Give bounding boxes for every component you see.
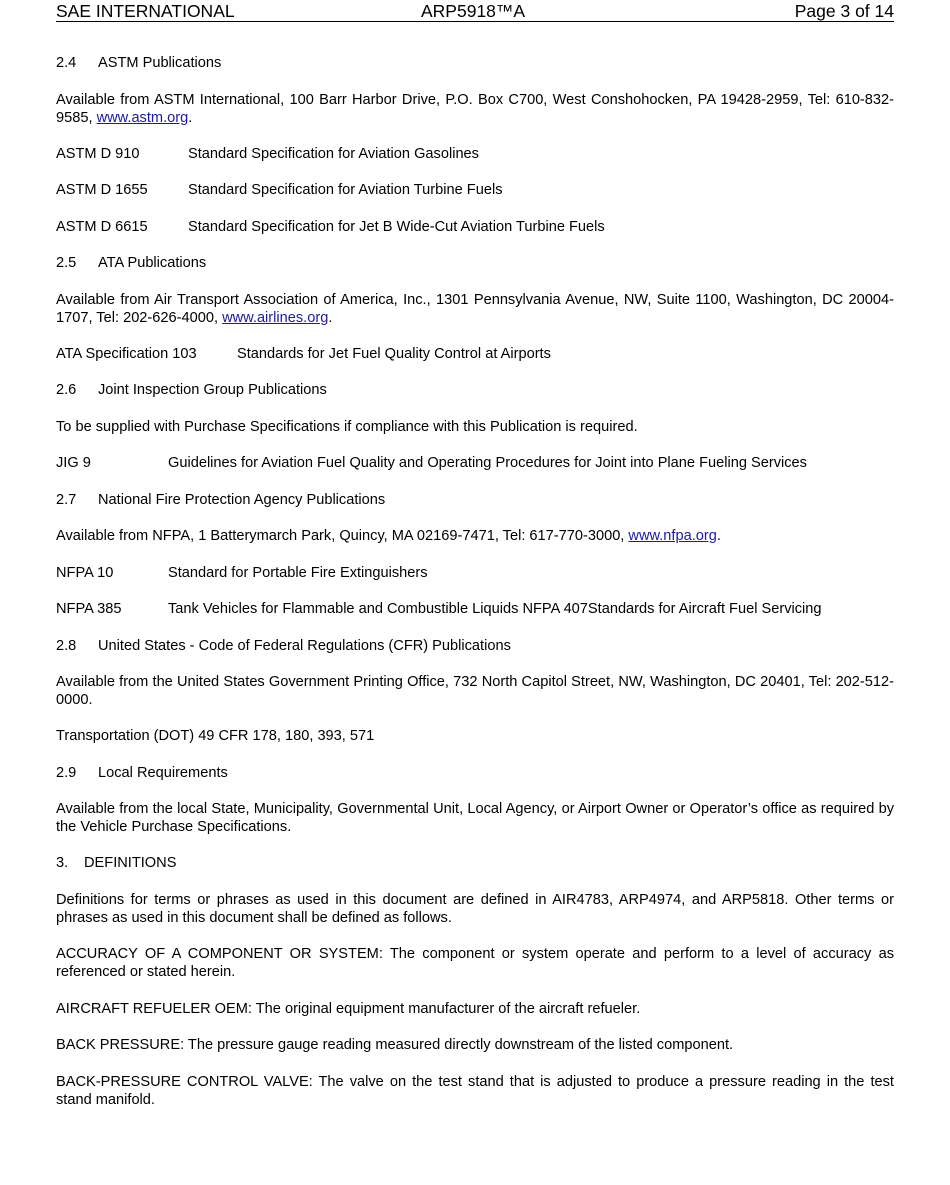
nfpa-availability: Available from NFPA, 1 Batterymarch Park, Quincy, MA 02169-7471, Tel: 617-770-3000, www.nfpa.org. [56, 528, 721, 544]
availability-text: Available from the local State, Municipality, Governmental Unit, Local Agency, or Airport Owner or Operator’s office as required by the Vehicle Purchase Specifications. [56, 801, 894, 835]
header-page-number: Page 3 of 14 [794, 1, 894, 21]
reference-row [56, 218, 894, 236]
reference-code: NFPA 10 [56, 565, 114, 581]
header-org: SAE INTERNATIONAL [56, 1, 235, 21]
reference-title: Guidelines for Aviation Fuel Quality and Operating Procedures for Joint into Plane Fueling Services [168, 455, 807, 471]
reference-row [56, 454, 894, 472]
section-title: United States - Code of Federal Regulations (CFR) Publications [98, 638, 511, 654]
section-heading-2-6 [56, 381, 894, 399]
reference-title: Standard for Portable Fire Extinguishers [168, 565, 428, 581]
availability-text: Available from NFPA, 1 Batterymarch Park, Quincy, MA 02169-7471, Tel: 617-770-3000, [56, 528, 629, 544]
section-title: ASTM Publications [98, 55, 222, 71]
availability-text: Available from Air Transport Association of America, Inc., 1301 Pennsylvania Avenue, NW, Suite 1100, Washington, DC 20004-1707, Tel: 202-626-4000, [56, 292, 894, 326]
reference-code: ASTM D 910 [56, 146, 140, 162]
reference-code: NFPA 385 [56, 601, 122, 617]
definition-item [56, 1000, 894, 1018]
definition-item [56, 945, 894, 981]
section-number: 3. [56, 855, 69, 871]
section-heading-2-8 [56, 637, 894, 655]
note-text: To be supplied with Purchase Specifications if compliance with this Publication is required. [56, 419, 638, 435]
reference-title: Standard Specification for Aviation Turbine Fuels [188, 182, 503, 198]
reference-row [56, 564, 894, 582]
section-title: DEFINITIONS [84, 855, 177, 871]
cfr-reference [56, 727, 894, 745]
airlines-link[interactable]: www.airlines.org [222, 310, 329, 326]
section-heading-3 [56, 854, 894, 872]
reference-title: Standards for Jet Fuel Quality Control at Airports [237, 346, 551, 362]
header-doc-id: ARP5918™A [421, 1, 526, 21]
section-number: 2.9 [56, 765, 77, 781]
local-availability [56, 800, 894, 836]
page-header [56, 2, 894, 22]
reference-code: ASTM D 6615 [56, 219, 148, 235]
section-heading-2-5 [56, 254, 894, 272]
section-number: 2.8 [56, 638, 77, 654]
section-heading-2-9 [56, 764, 894, 782]
definitions-intro [56, 891, 894, 927]
section-number: 2.4 [56, 55, 77, 71]
ata-availability: Available from Air Transport Association of America, Inc., 1301 Pennsylvania Avenue, NW, Suite 1100, Washington, DC 20004-1707, Tel: 202-626-4000, www.airlines.org. [56, 292, 894, 326]
reference-row [56, 181, 894, 199]
section-number: 2.5 [56, 255, 77, 271]
section-heading-2-7 [56, 491, 894, 509]
section-title: Joint Inspection Group Publications [98, 382, 327, 398]
section-title: Local Requirements [98, 765, 228, 781]
reference-code: ASTM D 1655 [56, 182, 148, 198]
definition-text: AIRCRAFT REFUELER OEM: The original equipment manufacturer of the aircraft refueler. [56, 1001, 641, 1017]
section-title: National Fire Protection Agency Publications [98, 492, 386, 508]
jig-note [56, 418, 894, 436]
cfr-availability [56, 673, 894, 709]
reference-row [56, 145, 894, 163]
section-number: 2.6 [56, 382, 77, 398]
section-number: 2.7 [56, 492, 77, 508]
reference-row [56, 345, 894, 363]
definition-text: BACK PRESSURE: The pressure gauge reading measured directly downstream of the listed component. [56, 1037, 734, 1053]
astm-link[interactable]: www.astm.org [96, 110, 189, 126]
section-title: ATA Publications [98, 255, 207, 271]
reference-code: JIG 9 [56, 455, 91, 471]
reference-title: Standard Specification for Jet B Wide-Cut Aviation Turbine Fuels [188, 219, 605, 235]
definition-item [56, 1073, 894, 1109]
reference-title: Tank Vehicles for Flammable and Combustible Liquids NFPA 407Standards for Aircraft Fuel Servicing [168, 601, 822, 617]
availability-text: Available from the United States Government Printing Office, 732 North Capitol Street, NW, Washington, DC 20401, Tel: 202-512-0000. [56, 674, 894, 708]
reference-text: Transportation (DOT) 49 CFR 178, 180, 393, 571 [56, 728, 375, 744]
nfpa-link[interactable]: www.nfpa.org [628, 528, 717, 544]
intro-text: Definitions for terms or phrases as used in this document are defined in AIR4783, ARP4974, and ARP5818. Other terms or phrases as used in this document shall be defined as follows. [56, 892, 894, 926]
definition-text: BACK-PRESSURE CONTROL VALVE: The valve on the test stand that is adjusted to produce a pressure reading in the test stand manifold. [56, 1074, 894, 1108]
astm-availability: Available from ASTM International, 100 Barr Harbor Drive, P.O. Box C700, West Conshohocken, PA 19428-2959, Tel: 610-832-9585, www.astm.org. [56, 92, 894, 126]
availability-text: Available from ASTM International, 100 Barr Harbor Drive, P.O. Box C700, West Conshohocken, PA 19428-2959, Tel: 610-832-9585, [56, 92, 894, 126]
definition-item [56, 1036, 894, 1054]
definition-text: ACCURACY OF A COMPONENT OR SYSTEM: The component or system operate and perform to a level of accuracy as referenced or stated herein. [56, 946, 894, 980]
reference-code: ATA Specification 103 [56, 346, 197, 362]
reference-row [56, 600, 894, 618]
section-heading-2-4 [56, 54, 894, 72]
reference-title: Standard Specification for Aviation Gasolines [188, 146, 479, 162]
